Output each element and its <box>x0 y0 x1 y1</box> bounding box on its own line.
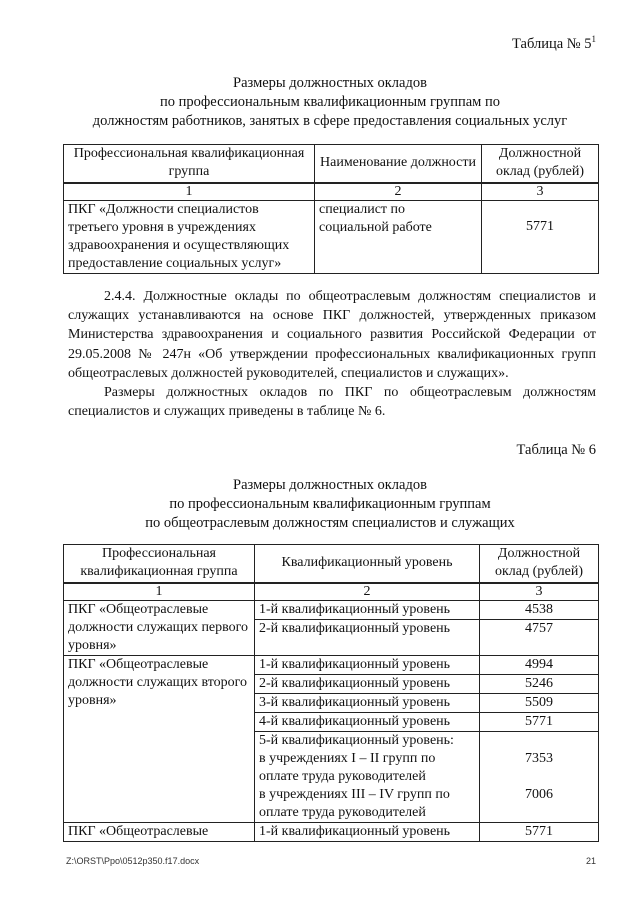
table6-label <box>517 442 596 459</box>
level5-sub2-line2: оплате труда руководителей <box>259 804 426 820</box>
salary-cell: 5771 <box>480 822 599 841</box>
level-cell: 2-й квалификационный уровень <box>255 674 480 693</box>
salary-cell: 4538 <box>480 600 599 619</box>
table5-salary-cell: 5771 <box>482 200 599 273</box>
salary-value: 7006 <box>525 786 553 802</box>
level5-salary-cell <box>480 731 599 822</box>
footer-page-number: 21 <box>585 856 596 866</box>
table-row <box>64 655 599 674</box>
salary-value: 7353 <box>525 750 553 766</box>
level-cell: 4-й квалификационный уровень <box>255 712 480 731</box>
table5-label <box>512 34 596 53</box>
table5-col-number: 3 <box>482 183 599 201</box>
table6-title-line: Размеры должностных окладов <box>233 477 427 493</box>
paragraph: 2.4.4. Должностные оклады по общеотраслевым должностям специалистов и служащих устанавливаются на основе ПКГ должностей, утвержденных приказом Министерства здравоохранения и социального развития Российской Федерации от 29.05.2008 № 247н «Об утверждении профессиональных квалификационных групп общеотраслевых должностей руководителей, специалистов и служащих». <box>68 289 596 381</box>
table-row <box>64 822 599 841</box>
level-cell: 3-й квалификационный уровень <box>255 693 480 712</box>
table5-group-cell: ПКГ «Должности специалистов третьего уровня в учреждениях здравоохранения и осуществляющих предоставление социальных услуг» <box>64 200 315 273</box>
paragraph: Размеры должностных окладов по ПКГ по общеотраслевым должностям специалистов и служащих приведены в таблице № 6. <box>68 385 596 420</box>
table6-title <box>60 476 600 533</box>
level5-cell <box>255 731 480 822</box>
body-text <box>68 287 596 421</box>
table5-header-salary: Должностной оклад (рублей) <box>482 145 599 183</box>
table-row <box>64 200 599 273</box>
table6-header-salary: Должностной оклад (рублей) <box>480 545 599 583</box>
level-cell: 1-й квалификационный уровень <box>255 655 480 674</box>
table5-header-group: Профессиональная квалификационная группа <box>64 145 315 183</box>
table6-header-level: Квалификационный уровень <box>255 545 480 583</box>
footer-file-path: Z:\ORST\Ppo\0512p350.f17.docx <box>66 856 200 866</box>
table6-header-group: Профессиональная квалификационная группа <box>64 545 255 583</box>
level5-sub1-line1: в учреждениях I – II групп по <box>259 750 436 766</box>
table6 <box>63 544 599 842</box>
salary-cell: 5246 <box>480 674 599 693</box>
table5 <box>63 144 599 274</box>
table6-title-line: по профессиональным квалификационным группам <box>169 496 491 512</box>
table6-col-number: 2 <box>255 583 480 601</box>
level5-sub2-line1: в учреждениях III – IV групп по <box>259 786 450 802</box>
table5-label-sup: 1 <box>591 34 596 44</box>
table6-group-cell: ПКГ «Общеотраслевые должности служащих первого уровня» <box>64 600 255 655</box>
table5-title-line: по профессиональным квалификационным группам по <box>160 94 500 110</box>
level-cell: 2-й квалификационный уровень <box>255 619 480 655</box>
table5-title <box>60 74 600 131</box>
table6-group-cell: ПКГ «Общеотраслевые должности служащих второго уровня» <box>64 655 255 822</box>
table5-label-text: Таблица № 5 <box>512 35 592 52</box>
table-row <box>64 600 599 619</box>
table5-col-number: 1 <box>64 183 315 201</box>
table5-title-line: Размеры должностных окладов <box>233 75 427 91</box>
salary-cell: 4757 <box>480 619 599 655</box>
level5-title: 5-й квалификационный уровень: <box>259 732 454 748</box>
table5-position-cell: специалист по социальной работе <box>315 200 482 273</box>
salary-cell: 5771 <box>480 712 599 731</box>
table5-col-number: 2 <box>315 183 482 201</box>
level5-sub1-line2: оплате труда руководителей <box>259 768 426 784</box>
salary-cell: 5509 <box>480 693 599 712</box>
table6-title-line: по общеотраслевым должностям специалистов и служащих <box>145 515 515 531</box>
table6-group-cell: ПКГ «Общеотраслевые <box>64 822 255 841</box>
table6-label-text: Таблица № 6 <box>516 442 596 458</box>
level-cell: 1-й квалификационный уровень <box>255 600 480 619</box>
salary-cell: 4994 <box>480 655 599 674</box>
table6-col-number: 1 <box>64 583 255 601</box>
level-cell: 1-й квалификационный уровень <box>255 822 480 841</box>
table6-col-number: 3 <box>480 583 599 601</box>
table5-title-line: должностям работников, занятых в сфере предоставления социальных услуг <box>92 113 568 129</box>
table5-header-position: Наименование должности <box>315 145 482 183</box>
